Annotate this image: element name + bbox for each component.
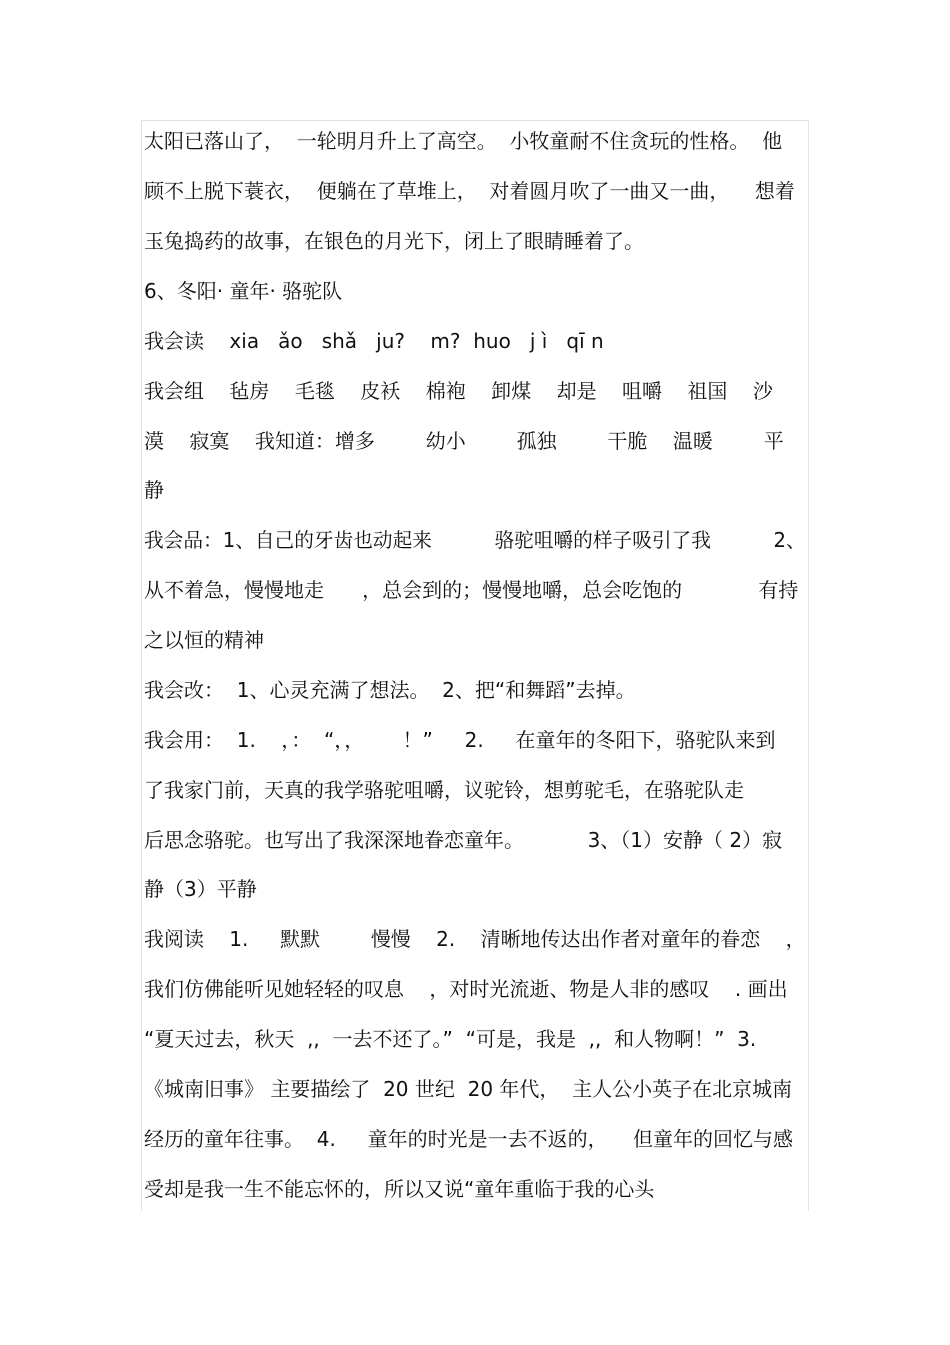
text-line-1: 太阳已落山了， 一轮明月升上了高空。 小牧童耐不住贪玩的性格。 他	[144, 129, 783, 153]
text-line-18: 我们仿佛能听见她轻轻的叹息 ，对时光流逝、物是人非的感叹 . 画出	[144, 977, 788, 1001]
text-line-11: 之以恒的精神	[144, 628, 264, 652]
text-line-6: 我会组 毡房 毛毯 皮袄 棉袍 卸煤 却是 咀嚼 祖国 沙	[144, 379, 773, 403]
text-line-15: 后思念骆驼。也写出了我深深地眷恋童年。 3、（1）安静（ 2）寂	[144, 828, 783, 852]
text-line-10: 从不着急，慢慢地走 ，总会到的；慢慢地嚼，总会吃饱的 有持	[144, 578, 799, 602]
text-line-22: 受却是我一生不能忘怀的，所以又说“童年重临于我的心头	[144, 1177, 655, 1201]
text-line-13: 我会用： 1. ，： “，， ！” 2. 在童年的冬阳下，骆驼队来到	[144, 728, 776, 752]
text-line-16: 静（3）平静	[144, 877, 257, 901]
text-line-8: 静	[144, 478, 164, 502]
text-line-5: 我会读 xia ǎo shǎ ju? m? huo j ì qī n	[144, 329, 604, 353]
text-line-20: 《城南旧事》 主要描绘了 20 世纪 20 年代， 主人公小英子在北京城南	[144, 1077, 793, 1101]
text-line-9: 我会品：1、自己的牙齿也动起来 骆驼咀嚼的样子吸引了我 2、	[144, 528, 806, 552]
text-line-21: 经历的童年往事。 4. 童年的时光是一去不返的， 但童年的回忆与感	[144, 1127, 794, 1151]
text-line-12: 我会改： 1、心灵充满了想法。 2、把“和舞蹈”去掉。	[144, 678, 636, 702]
text-line-7: 漠 寂寞 我知道：增多 幼小 孤独 干脆 温暖 平	[144, 429, 784, 453]
text-line-3: 玉兔捣药的故事，在银色的月光下，闭上了眼睛睡着了。	[144, 229, 644, 253]
section-heading: 6、冬阳· 童年· 骆驼队	[144, 279, 343, 303]
text-line-17: 我阅读 1. 默默 慢慢 2. 清晰地传达出作者对童年的眷恋 ，	[144, 927, 806, 951]
text-line-19: “夏天过去，秋天 ,, 一去不还了。” “可是，我是 ,, 和人物啊！” 3.	[144, 1027, 757, 1051]
text-line-2: 顾不上脱下蓑衣， 便躺在了草堆上， 对着圆月吹了一曲又一曲， 想着	[144, 179, 795, 203]
text-line-14: 了我家门前，天真的我学骆驼咀嚼，议驼铃，想剪驼毛，在骆驼队走	[144, 778, 744, 802]
